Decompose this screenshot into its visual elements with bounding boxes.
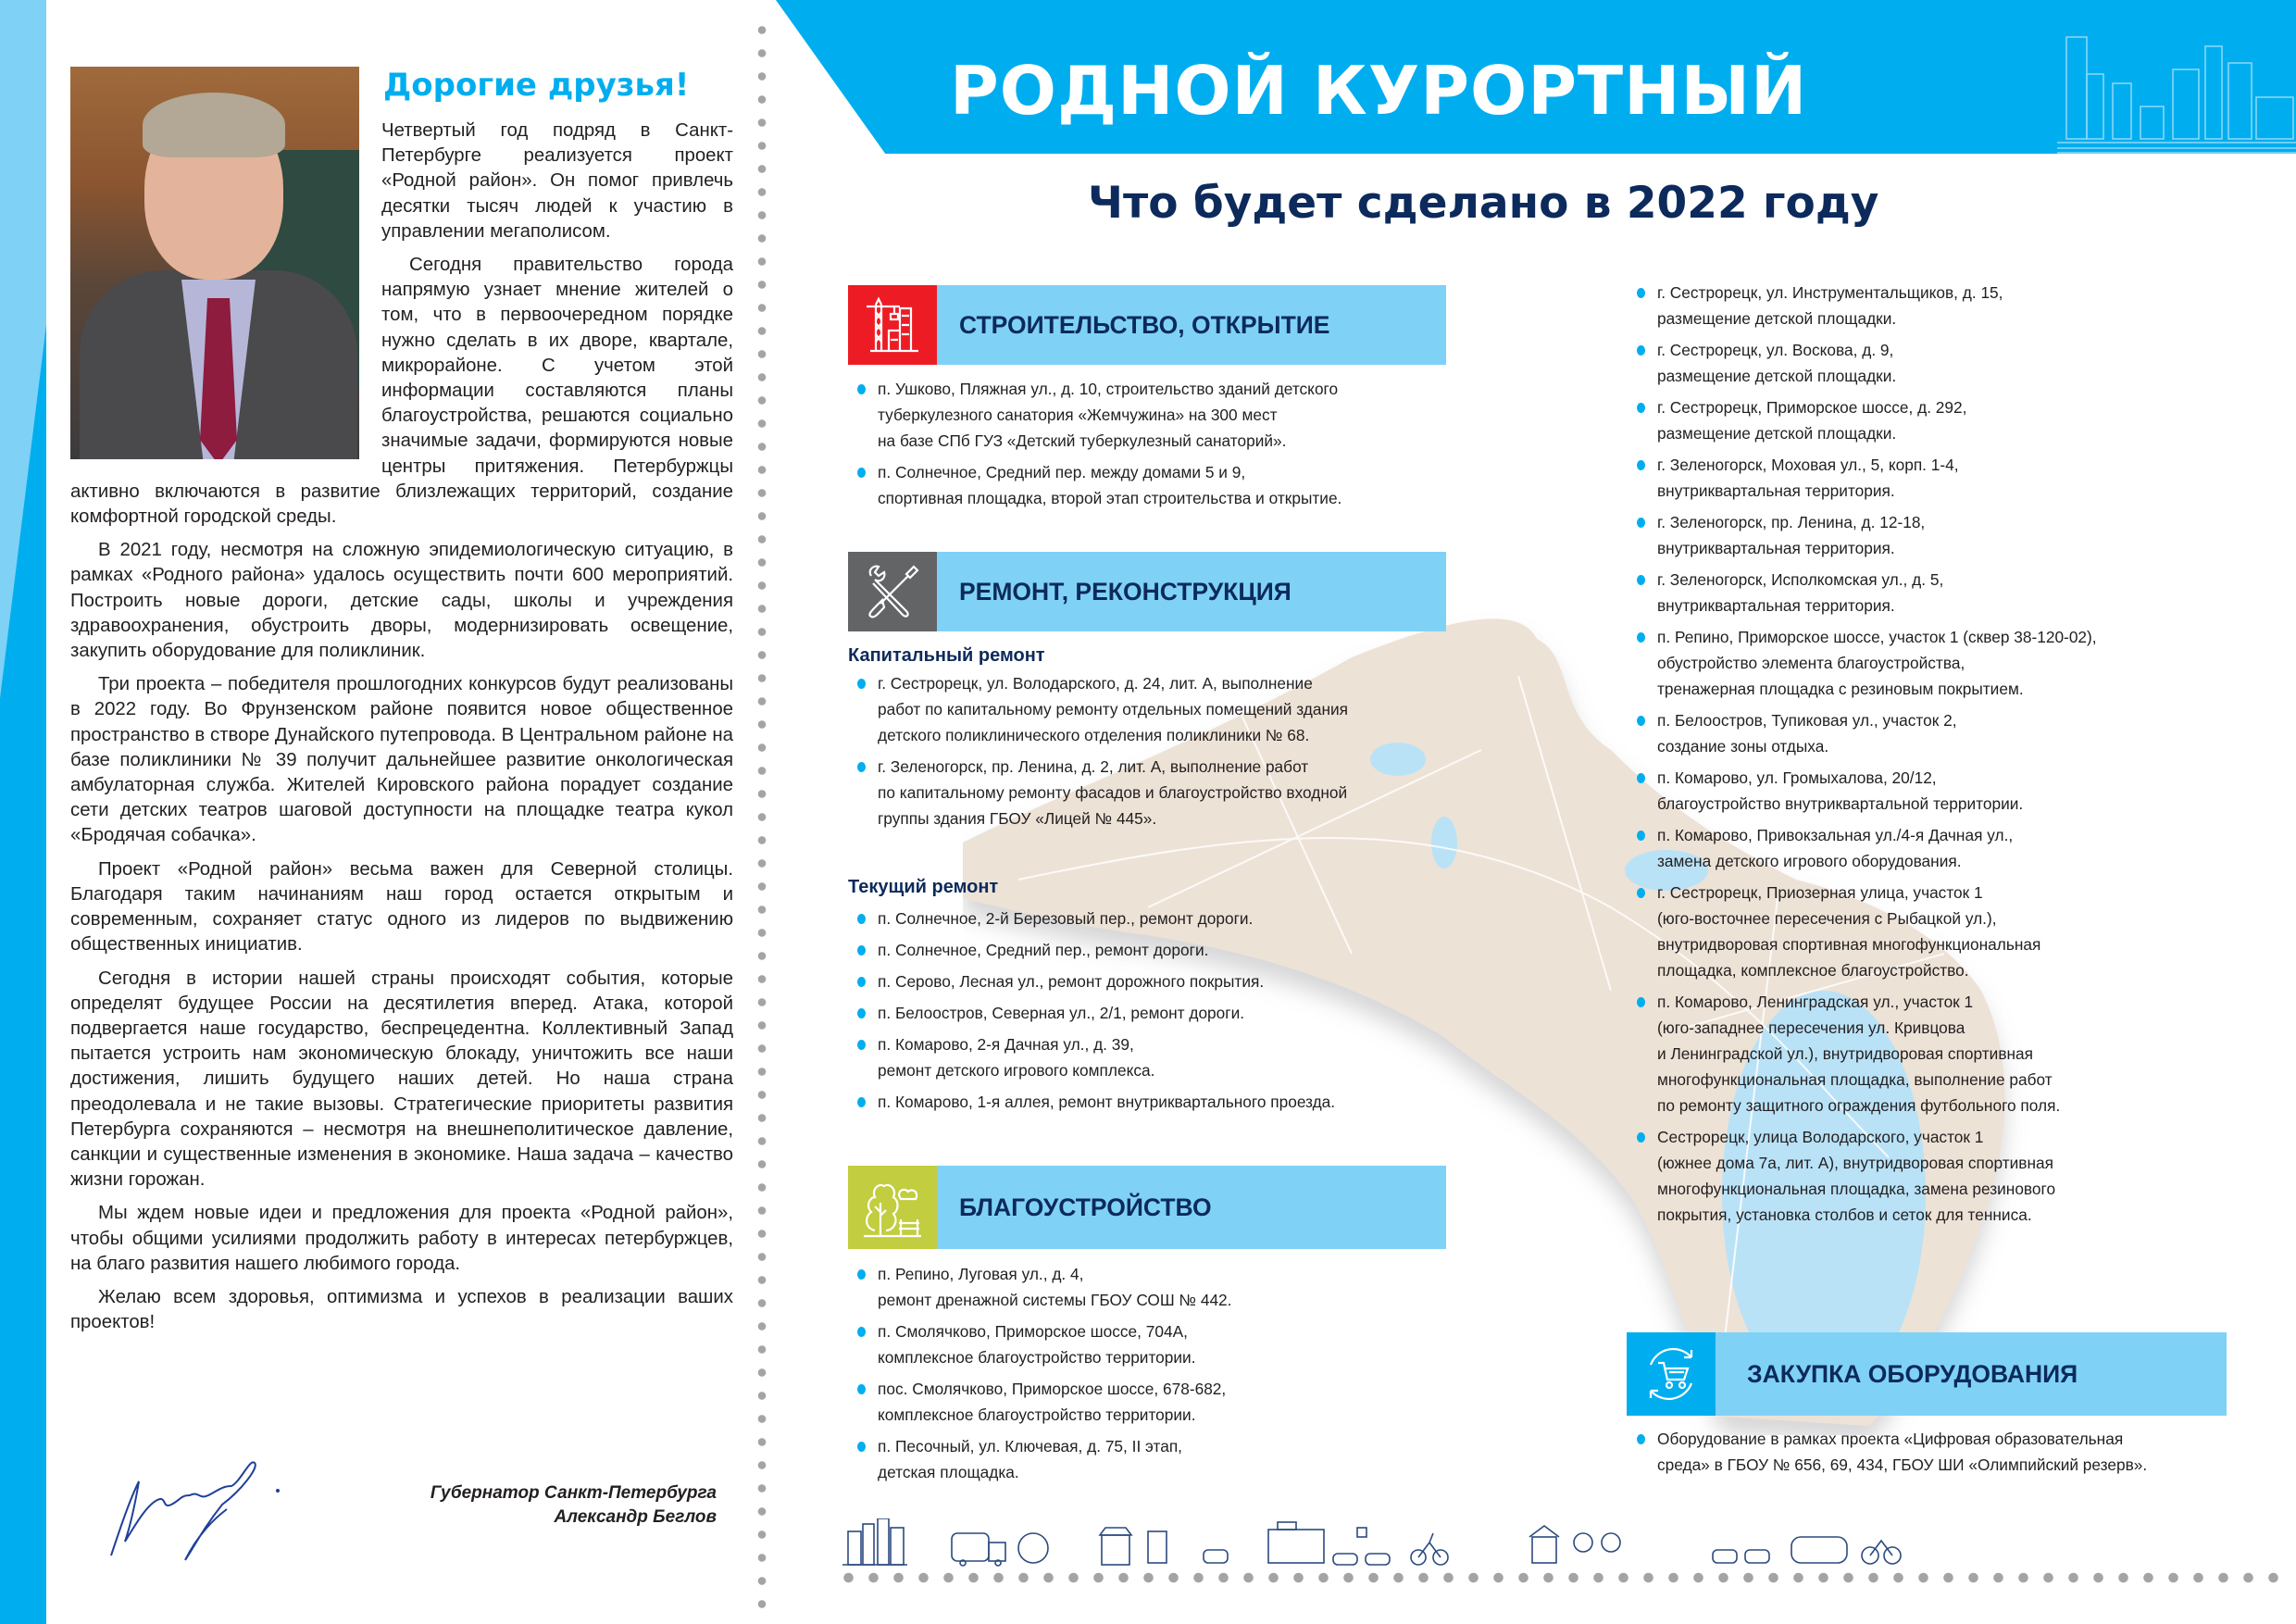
list-item: г. Зеленогорск, пр. Ленина, д. 2, лит. А, выполнение работ по капитальному ремонту фасадов и благоустройство входной группы здания ГБОУ «Лицей № 445».: [854, 754, 1446, 831]
list-item: п. Комарово, ул. Громыхалова, 20/12, благоустройство внутриквартальной территории.: [1633, 765, 2244, 817]
wrench-screwdriver-icon: [848, 552, 937, 631]
capital-repair-list: [854, 670, 1446, 837]
list-item: п. Белоостров, Тупиковая ул., участок 2, создание зоны отдыха.: [1633, 707, 2244, 759]
list-item: п. Серово, Лесная ул., ремонт дорожного покрытия.: [854, 968, 1446, 994]
letter-paragraph: Три проекта – победителя прошлогодних конкурсов будут реализованы в 2022 году. Во Фрунзенском районе появится новое общественное пространство в створе Дунайского путепровода. В Центральном районе на базе поликлиники № 39 получит дальнейшее развитие онкологическая амбулаторная служба. Жителей Кировского района порадует создание сети детских театров шаговой доступности на площадке театра кукол «Бродячая собачка».: [70, 674, 733, 846]
list-item: Оборудование в рамках проекта «Цифровая образовательная среда» в ГБОУ № 656, 69, 434, ГБОУ ШИ «Олимпийский резерв».: [1633, 1426, 2244, 1478]
list-item: п. Солнечное, Средний пер., ремонт дороги.: [854, 937, 1446, 963]
list-item: п. Ушково, Пляжная ул., д. 10, строительство зданий детского туберкулезного санатория «Жемчужина» на 300 мест на базе СПб ГУЗ «Детский туберкулезный санаторий».: [854, 376, 1446, 454]
section-title: СТРОИТЕЛЬСТВО, ОТКРЫТИЕ: [959, 311, 1330, 339]
letter-paragraph: Проект «Родной район» весьма важен для Северной столицы. Благодаря таким начинаниям наш город остается открытым и современным, сохраняет статус одного из лидеров по выдвижению общественных инициатив.: [70, 858, 733, 956]
signature-title: Губернатор Санкт-Петербурга: [430, 1483, 717, 1503]
list-item: п. Смолячково, Приморское шоссе, 704А, комплексное благоустройство территории.: [854, 1318, 1446, 1370]
city-skyline-icon: [2057, 19, 2296, 154]
list-item: г. Сестрорецк, ул. Воскова, д. 9, размещение детской площадки.: [1633, 337, 2244, 389]
list-item: г. Сестрорецк, Приозерная улица, участок 1 (юго-восточнее пересечения с Рыбацкой ул.), внутридворовая спортивная многофункциональная площадка, комплексное благоустройство.: [1633, 880, 2244, 983]
section-title: ЗАКУПКА ОБОРУДОВАНИЯ: [1747, 1360, 2078, 1388]
list-item: г. Сестрорецк, Приморское шоссе, д. 292, размещение детской площадки.: [1633, 394, 2244, 446]
list-item: п. Репино, Приморское шоссе, участок 1 (сквер 38-120-02), обустройство элемента благоустройства, тренажерная площадка с резиновым покрытием.: [1633, 624, 2244, 702]
list-item: г. Зеленогорск, Исполкомская ул., д. 5, внутриквартальная территория.: [1633, 567, 2244, 618]
signature-image: [93, 1454, 343, 1565]
list-item: п. Репино, Луговая ул., д. 4, ремонт дренажной системы ГБОУ СОШ № 442.: [854, 1261, 1446, 1313]
procurement-list: [1633, 1426, 2244, 1483]
landscaping-list-continued: [1633, 280, 2244, 1233]
letter-paragraph: Сегодня правительство города напрямую узнает мнение жителей о том, что в первоочередном порядке нужно сделать в их дворе, квартале, микрорайоне. С учетом этой информации составляются планы благоустройства, решаются социально значимые задачи, формируются новые центры притяжения. Петербуржцы активно включаются в развитие близлежащих территорий, создание комфортной городской среды.: [70, 255, 733, 528]
signature-name: Александр Беглов: [554, 1507, 717, 1527]
page-subtitle: Что будет сделано в 2022 году: [1088, 178, 1879, 229]
crane-building-icon: [848, 285, 937, 365]
list-item: п. Солнечное, 2-й Березовый пер., ремонт дороги.: [854, 906, 1446, 931]
list-item: пос. Смолячково, Приморское шоссе, 678-682, комплексное благоустройство территории.: [854, 1376, 1446, 1428]
list-item: Сестрорецк, улица Володарского, участок 1 (южнее дома 7а, лит. А), внутридворовая спортивная многофункциональная площадка, замена резинового покрытия, установка столбов и сеток для тенниса.: [1633, 1124, 2244, 1228]
list-item: п. Комарово, 2-я Дачная ул., д. 39, ремонт детского игрового комплекса.: [854, 1031, 1446, 1083]
letter-body: [70, 119, 733, 1343]
list-item: п. Комарово, 1-я аллея, ремонт внутриквартального проезда.: [854, 1089, 1446, 1115]
list-item: г. Сестрорецк, ул. Володарского, д. 24, лит. А, выполнение работ по капитальному ремонту отдельных помещений здания детского поликлинического отделения поликлиники № 68.: [854, 670, 1446, 748]
letter-paragraph: В 2021 году, несмотря на сложную эпидемиологическую ситуацию, в рамках «Родного района» удалось осуществить почти 600 мероприятий. Построить новые дороги, детские сады, школы и учреждения здравоохранения, обустроить дворы, модернизировать освещение, закупить оборудование для поликлиник.: [70, 540, 733, 662]
section-title: РЕМОНТ, РЕКОНСТРУКЦИЯ: [959, 578, 1292, 606]
section-header-procurement: [1627, 1332, 2227, 1416]
current-repair-list: [854, 906, 1446, 1120]
signature-caption: [430, 1481, 717, 1530]
list-item: п. Комарово, Привокзальная ул./4-я Дачная ул., замена детского игрового оборудования.: [1633, 822, 2244, 874]
capital-repair-heading: Капитальный ремонт: [848, 645, 1045, 666]
letter-paragraph: Сегодня в истории нашей страны происходят события, которые определят будущее России на десятилетия вперед. Атака, которой подвергается наше государство, беспрецедентна. Коллективный Запад пытается устроить нам экономическую блокаду, уничтожить все наши достижения, лишить будущего наших детей. Но наша страна преодолевала и не такие вызовы. Стратегические приоритеты развития Петербурга сохраняются – несмотря на внешнеполитическое давление, санкции и существенные изменения в экономике. Наша задача – качество жизни горожан.: [70, 968, 733, 1191]
letter-paragraph: Мы ждем новые идеи и предложения для проекта «Родной район», чтобы общими усилиями продолжить работу в интересах петербуржцев, на благо развития нашего любимого города.: [70, 1203, 733, 1274]
side-stripe: [0, 0, 46, 1624]
current-repair-heading: Текущий ремонт: [848, 877, 999, 897]
bottom-dotted-divider: [836, 1572, 2280, 1583]
shopping-cart-cycle-icon: [1627, 1332, 1716, 1416]
construction-list: [854, 376, 1446, 517]
list-item: п. Белоостров, Северная ул., 2/1, ремонт дороги.: [854, 1000, 1446, 1026]
landscaping-list: [854, 1261, 1446, 1491]
section-header-construction: [848, 285, 1446, 365]
column-divider: [757, 19, 767, 1611]
city-life-illustration-icon: [842, 1518, 2287, 1567]
section-header-landscaping: [848, 1166, 1446, 1249]
tree-bench-icon: [848, 1166, 937, 1249]
section-header-repair: [848, 552, 1446, 631]
list-item: п. Песочный, ул. Ключевая, д. 75, II этап, детская площадка.: [854, 1433, 1446, 1485]
list-item: п. Комарово, Ленинградская ул., участок 1 (юго-западнее пересечения ул. Кривцова и Ленинградской ул.), внутридворовая спортивная многофункциональная площадка, выполнение работ по ремонту защитного ограждения футбольного поля.: [1633, 989, 2244, 1118]
letter-paragraph: Четвертый год подряд в Санкт-Петербурге реализуется проект «Родной район». Он помог привлечь десятки тысяч людей к участию в управлении мегаполисом.: [381, 120, 733, 242]
letter-paragraph: Желаю всем здоровья, оптимизма и успехов в реализации ваших проектов!: [70, 1286, 733, 1333]
section-title: БЛАГОУСТРОЙСТВО: [959, 1193, 1212, 1221]
letter-greeting: Дорогие друзья!: [383, 67, 690, 104]
list-item: г. Сестрорецк, ул. Инструментальщиков, д. 15, размещение детской площадки.: [1633, 280, 2244, 331]
list-item: п. Солнечное, Средний пер. между домами 5 и 9, спортивная площадка, второй этап строительства и открытие.: [854, 459, 1446, 511]
list-item: г. Зеленогорск, Моховая ул., 5, корп. 1-4, внутриквартальная территория.: [1633, 452, 2244, 504]
district-title: РОДНОЙ КУРОРТНЫЙ: [950, 52, 1808, 130]
side-stripe-accent: [0, 0, 46, 1624]
list-item: г. Зеленогорск, пр. Ленина, д. 12-18, внутриквартальная территория.: [1633, 509, 2244, 561]
